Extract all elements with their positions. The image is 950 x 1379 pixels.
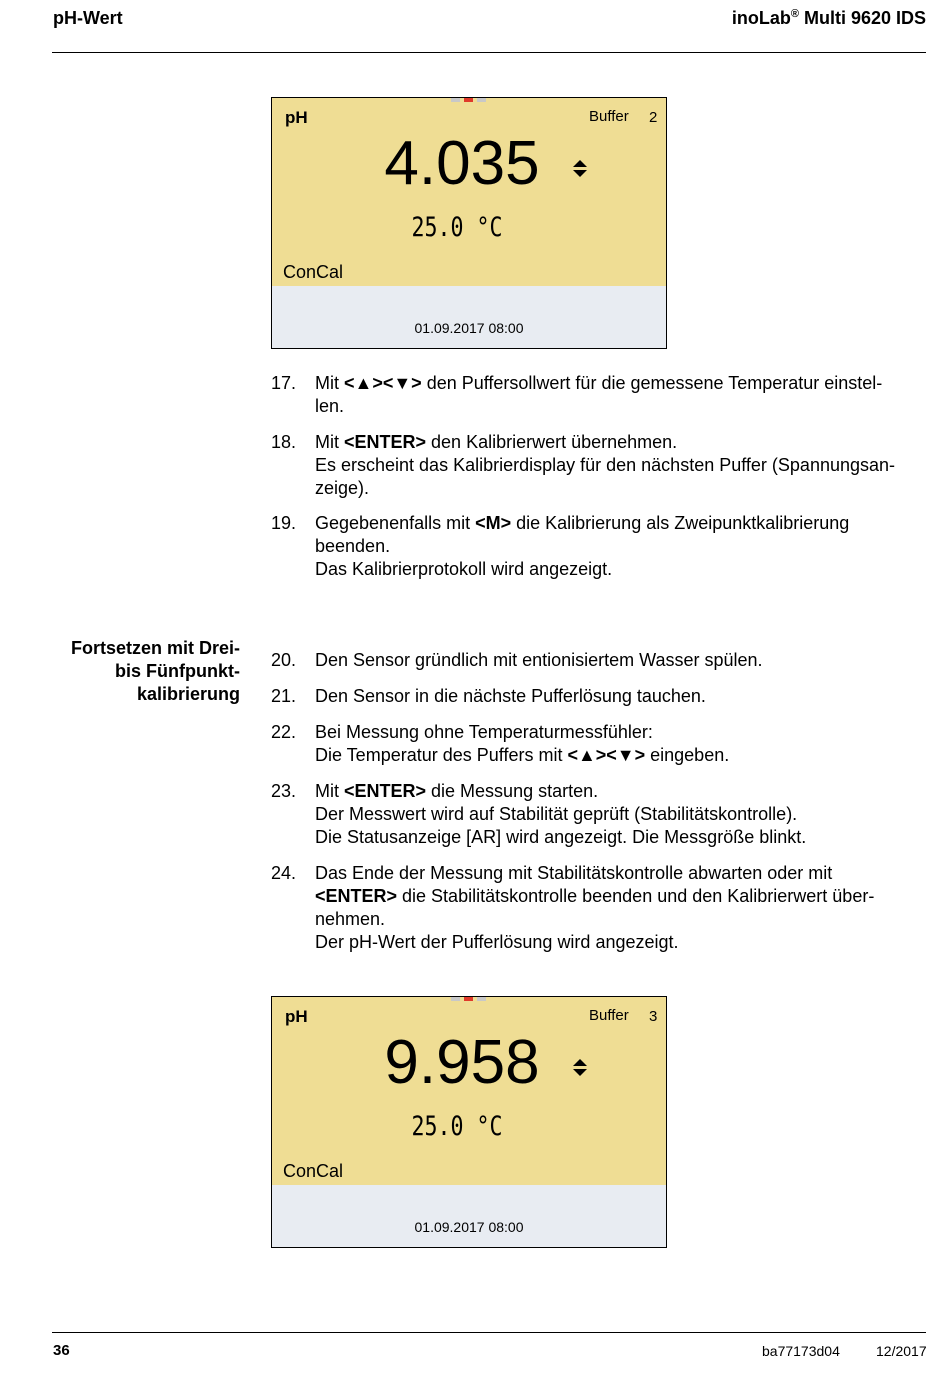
step-line bbox=[315, 372, 921, 395]
step-line bbox=[315, 535, 921, 558]
step-line bbox=[315, 908, 921, 931]
key-label: <M> bbox=[475, 513, 512, 533]
step-22 bbox=[271, 721, 921, 767]
measurement-mode: pH bbox=[285, 108, 308, 127]
step-line bbox=[315, 558, 921, 581]
status-indicator bbox=[451, 98, 460, 102]
temperature-reading: 25.0 °C bbox=[411, 1111, 503, 1142]
step-line bbox=[315, 721, 921, 744]
key-label: <ENTER> bbox=[344, 432, 427, 452]
step-line bbox=[315, 649, 921, 672]
step-20 bbox=[271, 649, 921, 672]
step-text-run: Mit bbox=[315, 373, 344, 393]
step-text-run: Das Ende der Messung mit Stabilitätskontrolle abwarten oder mit bbox=[315, 863, 833, 883]
step-text bbox=[315, 512, 921, 581]
step-text-run: len. bbox=[315, 396, 345, 416]
key-label: <▲><▼> bbox=[567, 745, 646, 765]
step-text bbox=[315, 372, 921, 418]
step-text-run: die Messung starten. bbox=[426, 781, 599, 801]
step-17 bbox=[271, 372, 921, 418]
step-text bbox=[315, 862, 921, 954]
status-indicator bbox=[451, 997, 460, 1001]
step-text-run: Der pH-Wert der Pufferlösung wird angezeigt. bbox=[315, 932, 679, 952]
document-id: ba77173d04 bbox=[762, 1343, 840, 1359]
header-model: Multi 9620 IDS bbox=[798, 8, 926, 28]
step-text-run: Es erscheint das Kalibrierdisplay für den nächsten Puffer (Spannungsan- bbox=[315, 455, 896, 475]
side-heading-line: bis Fünfpunkt- bbox=[115, 661, 240, 681]
step-text bbox=[315, 721, 921, 767]
buffer-label: Buffer bbox=[589, 1007, 629, 1024]
step-line bbox=[315, 454, 921, 477]
step-line bbox=[315, 803, 921, 826]
step-text-run: Die Temperatur des Puffers mit bbox=[315, 745, 568, 765]
page-number: 36 bbox=[53, 1342, 70, 1359]
step-line bbox=[315, 512, 921, 535]
step-number: 19. bbox=[271, 513, 297, 533]
document-date: 12/2017 bbox=[876, 1343, 927, 1359]
step-text bbox=[315, 431, 921, 500]
step-text-run: den Kalibrierwert übernehmen. bbox=[426, 432, 678, 452]
step-number: 20. bbox=[271, 650, 297, 670]
measurement-mode: pH bbox=[285, 1007, 308, 1026]
status-indicator bbox=[477, 997, 486, 1001]
header-section-title: pH-Wert bbox=[53, 8, 123, 28]
step-text-run: den Puffersollwert für die gemessene Temperatur einstel- bbox=[421, 373, 883, 393]
step-text-run: Den Sensor gründlich mit entionisiertem Wasser spülen. bbox=[315, 650, 763, 670]
calibration-label: ConCal bbox=[283, 1161, 344, 1181]
step-text-run: Der Messwert wird auf Stabilität geprüft (Stabilitätskontrolle). bbox=[315, 804, 798, 824]
up-down-arrows-icon bbox=[573, 1059, 587, 1076]
key-label: <ENTER> bbox=[344, 781, 427, 801]
buffer-number: 3 bbox=[649, 1008, 658, 1025]
up-down-arrows-icon bbox=[573, 160, 587, 177]
step-text-run: eingeben. bbox=[645, 745, 730, 765]
step-line bbox=[315, 780, 921, 803]
buffer-label: Buffer bbox=[589, 108, 629, 125]
step-number: 22. bbox=[271, 722, 297, 742]
display-screen-1 bbox=[271, 97, 667, 349]
step-number: 18. bbox=[271, 432, 297, 452]
step-number: 23. bbox=[271, 781, 297, 801]
status-indicator bbox=[477, 98, 486, 102]
step-text-run: zeige). bbox=[315, 478, 370, 498]
key-label: <▲><▼> bbox=[344, 373, 422, 393]
datetime: 01.09.2017 08:00 bbox=[414, 1219, 524, 1235]
step-text-run: die Kalibrierung als Zweipunktkalibrierung bbox=[511, 513, 850, 533]
step-19 bbox=[271, 512, 921, 581]
step-text bbox=[315, 649, 921, 672]
header-brand: inoLab bbox=[731, 8, 791, 28]
step-line bbox=[315, 931, 921, 954]
status-indicator bbox=[464, 997, 473, 1001]
side-heading-line: Fortsetzen mit Drei- bbox=[70, 638, 240, 658]
temperature-reading: 25.0 °C bbox=[411, 212, 503, 243]
step-23 bbox=[271, 780, 921, 849]
step-21 bbox=[271, 685, 921, 708]
registered-mark: ® bbox=[790, 8, 799, 20]
step-line bbox=[315, 744, 921, 767]
step-text-run: Bei Messung ohne Temperaturmessfühler: bbox=[315, 722, 653, 742]
datetime: 01.09.2017 08:00 bbox=[414, 320, 524, 336]
measured-value: 4.035 bbox=[384, 129, 540, 198]
footer-rule bbox=[52, 1332, 926, 1333]
step-line bbox=[315, 685, 921, 708]
step-18 bbox=[271, 431, 921, 500]
step-text-run: Den Sensor in die nächste Pufferlösung tauchen. bbox=[315, 686, 706, 706]
header-rule bbox=[52, 52, 926, 53]
step-text-run: Die Statusanzeige [AR] wird angezeigt. Die Messgröße blinkt. bbox=[315, 827, 807, 847]
display-screen-2 bbox=[271, 996, 667, 1248]
step-number: 21. bbox=[271, 686, 297, 706]
step-text-run: Gegebenenfalls mit bbox=[315, 513, 476, 533]
step-line bbox=[315, 395, 921, 418]
calibration-label: ConCal bbox=[283, 262, 344, 282]
header-product-name bbox=[732, 8, 926, 29]
step-line bbox=[315, 431, 921, 454]
key-label: <ENTER> bbox=[315, 886, 398, 906]
step-text-run: Mit bbox=[315, 781, 344, 801]
side-heading bbox=[10, 637, 240, 706]
step-text bbox=[315, 780, 921, 849]
side-heading-line: kalibrierung bbox=[136, 684, 240, 704]
step-24 bbox=[271, 862, 921, 954]
step-text bbox=[315, 685, 921, 708]
step-number: 24. bbox=[271, 863, 297, 883]
step-text-run: die Stabilitätskontrolle beenden und den Kalibrierwert über- bbox=[397, 886, 875, 906]
step-line bbox=[315, 477, 921, 500]
step-line bbox=[315, 885, 921, 908]
step-text-run: nehmen. bbox=[315, 909, 386, 929]
buffer-number: 2 bbox=[649, 109, 658, 126]
step-number: 17. bbox=[271, 373, 297, 393]
status-indicator bbox=[464, 98, 473, 102]
step-line bbox=[315, 826, 921, 849]
step-text-run: Das Kalibrierprotokoll wird angezeigt. bbox=[315, 559, 613, 579]
measured-value: 9.958 bbox=[384, 1028, 540, 1097]
step-text-run: Mit bbox=[315, 432, 344, 452]
step-text-run: beenden. bbox=[315, 536, 391, 556]
step-line bbox=[315, 862, 921, 885]
